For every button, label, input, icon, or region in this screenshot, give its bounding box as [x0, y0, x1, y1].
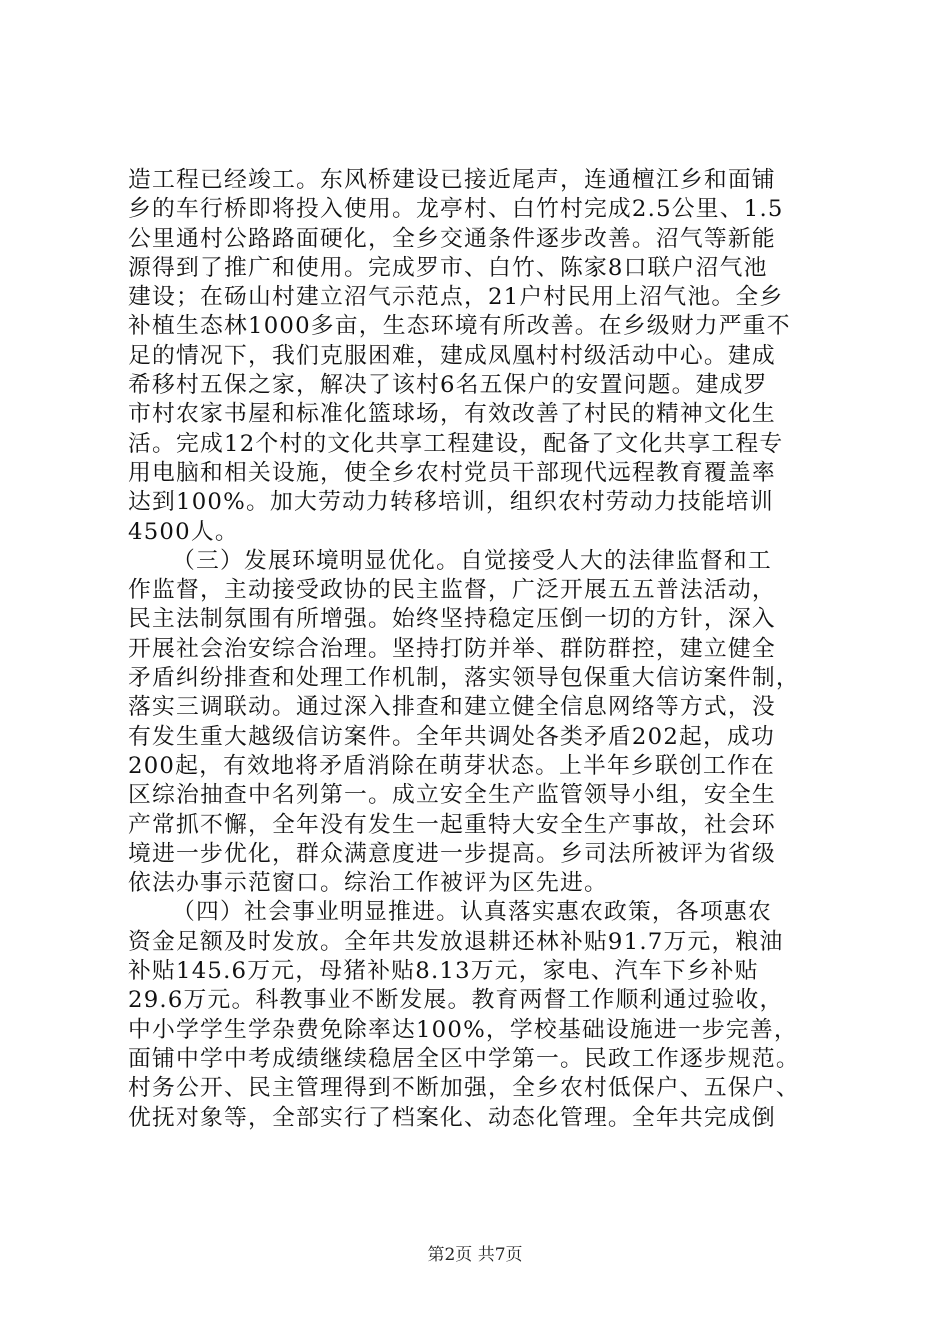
text-line: 建设；在砀山村建立沼气示范点，21户村民用上沼气池。全乡 — [128, 284, 784, 311]
text-line: 产常抓不懈，全年没有发生一起重特大安全生产事故，社会环 — [128, 811, 776, 838]
text-line: 村务公开、民主管理得到不断加强，全乡农村低保户、五保户、 — [128, 1075, 800, 1102]
text-line: 足的情况下，我们克服困难，建成凤凰村村级活动中心。建成 — [128, 342, 776, 369]
text-line: 补贴145.6万元，母猪补贴8.13万元，家电、汽车下乡补贴 — [128, 958, 759, 985]
text-line: 中小学学生学杂费免除率达100%，学校基础设施进一步完善， — [128, 1016, 798, 1043]
text-line: 面铺中学中考成绩继续稳居全区中学第一。民政工作逐步规范。 — [128, 1045, 800, 1072]
text-line: 补植生态林1000多亩，生态环境有所改善。在乡级财力严重不 — [128, 313, 791, 340]
text-line: 作监督，主动接受政协的民主监督，广泛开展五五普法活动， — [128, 577, 776, 604]
paragraph-1 — [128, 166, 828, 547]
text-line: 开展社会治安综合治理。坚持打防并举、群防群控，建立健全 — [128, 635, 776, 662]
text-line: 矛盾纠纷排查和处理工作机制，落实领导包保重大信访案件制， — [128, 665, 800, 692]
text-line: 达到100%。加大劳动力转移培训，组织农村劳动力技能培训 — [128, 489, 774, 516]
text-line: 公里通村公路路面硬化，全乡交通条件逐步改善。沼气等新能 — [128, 225, 776, 252]
text-line: 境进一步优化，群众满意度进一步提高。乡司法所被评为省级 — [128, 840, 776, 867]
text-line: 用电脑和相关设施，使全乡农村党员干部现代远程教育覆盖率 — [128, 459, 776, 486]
text-line: 乡的车行桥即将投入使用。龙亭村、白竹村完成2.5公里、1.5 — [128, 196, 784, 223]
page-footer — [0, 1240, 950, 1265]
text-line: 依法办事示范窗口。综治工作被评为区先进。 — [128, 870, 608, 897]
paragraph-2 — [128, 547, 828, 899]
text-line: 希移村五保之家，解决了该村6名五保户的安置问题。建成罗 — [128, 372, 768, 399]
text-line: 落实三调联动。通过深入排查和建立健全信息网络等方式，没 — [128, 694, 776, 721]
text-line: 造工程已经竣工。东风桥建设已接近尾声，连通檀江乡和面铺 — [128, 167, 776, 193]
text-line: 区综治抽查中名列第一。成立安全生产监管领导小组，安全生 — [128, 782, 776, 809]
text-line: 4500人。 — [128, 518, 239, 545]
text-line: 民主法制氛围有所增强。始终坚持稳定压倒一切的方针，深入 — [128, 606, 776, 633]
text-line: 活。完成12个村的文化共享工程建设，配备了文化共享工程专 — [128, 430, 784, 457]
text-line: 有发生重大越级信访案件。全年共调处各类矛盾202起，成功 — [128, 723, 776, 750]
text-line: （三）发展环境明显优化。自觉接受人大的法律监督和工 — [172, 547, 772, 574]
text-line: 200起，有效地将矛盾消除在萌芽状态。上半年乡联创工作在 — [128, 752, 776, 779]
paragraph-3 — [128, 898, 828, 1132]
document-body — [128, 166, 828, 1133]
text-line: 市村农家书屋和标准化篮球场，有效改善了村民的精神文化生 — [128, 401, 776, 428]
text-line: （四）社会事业明显推进。认真落实惠农政策，各项惠农 — [172, 899, 772, 926]
text-line: 优抚对象等，全部实行了档案化、动态化管理。全年共完成倒 — [128, 1104, 776, 1131]
text-line: 29.6万元。科教事业不断发展。教育两督工作顺利通过验收， — [128, 987, 784, 1014]
text-line: 资金足额及时发放。全年共发放退耕还林补贴91.7万元，粮油 — [128, 928, 784, 955]
page-number-label: 第2页 共7页 — [427, 1245, 523, 1265]
text-line: 源得到了推广和使用。完成罗市、白竹、陈家8口联户沼气池 — [128, 254, 768, 281]
